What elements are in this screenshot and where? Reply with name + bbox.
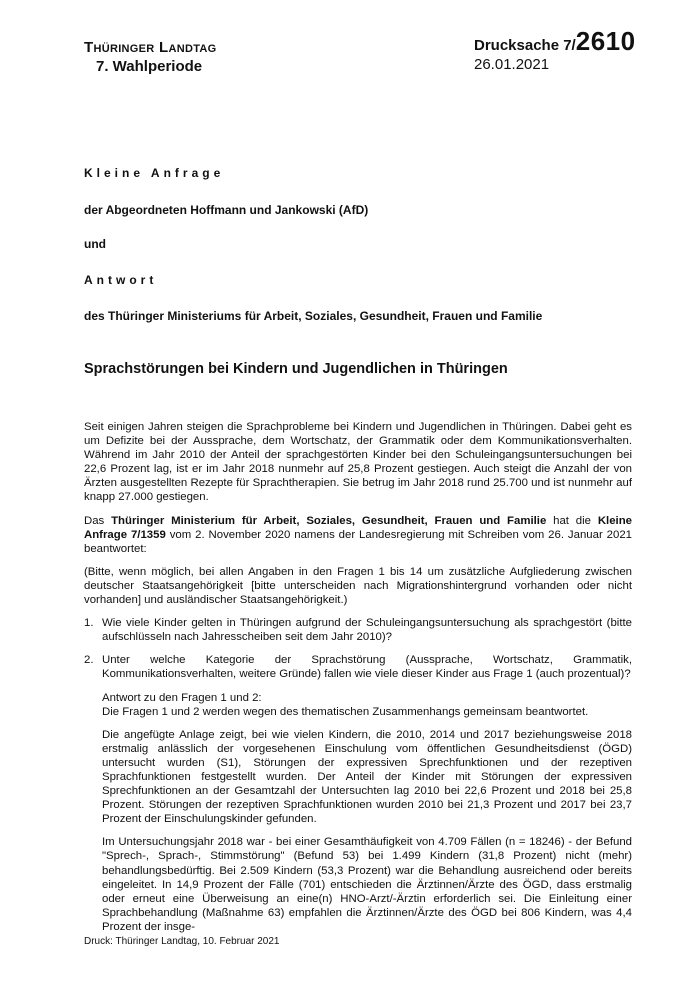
request-authors: der Abgeordneten Hoffmann und Jankowski (AfD) [84,203,369,217]
header-right [474,26,636,74]
answer-paragraph: Im Untersuchungsjahr 2018 war - bei einer Gesamthäufigkeit von 4.709 Fällen (n = 18246) - der Befund "Sprech-, Sprach-, Stimmstörung" (Befund 53) bei 1.499 Kindern (31,8 Prozent) nicht (mehr) behandlungsbedürftig. Bei 2.509 Kindern (53,3 Prozent) war die Behandlung ausreichend oder bereits eingeleitet. In 14,9 Prozent der Fälle (701) entschieden die Ärztinnen/Ärzte des ÖGD, dass erstmalig oder erneut eine Überweisung an eine(n) HNO-Arzt/-Ärztin erforderlich sei. Die Einleitung einer Sprachbehandlung (Maßnahme 63) empfahlen die Ärztinnen/Ärzte des ÖGD bei 806 Kindern, was 4,4 Prozent der insge- [102,836,632,933]
document-title: Sprachstörungen bei Kindern und Jugendlichen in Thüringen [84,361,508,377]
answer-heading: Antwort zu den Fragen 1 und 2: Die Fragen 1 und 2 werden wegen des thematischen Zusammenhangs gemeinsam beantwortet. [102,691,589,718]
answer-section [102,691,632,935]
conjunction: und [84,237,106,251]
parliament-name: Thüringer Landtag [84,39,217,56]
legislative-period: 7. Wahlperiode [96,58,203,75]
question-text: Wie viele Kinder gelten in Thüringen aufgrund der Schuleingangsuntersuchung als sprachgestört (bitte aufschlüsseln nach Jahresscheiben seit dem Jahr 2010)? [102,617,632,644]
question-text: Unter welche Kategorie der Sprachstörung (Aussprache, Wortschatz, Grammatik, Kommunikationsverhalten, weitere Gründe) fallen wie viele dieser Kinder aus Frage 1 (auch prozentual)? [102,654,632,681]
answer-paragraph: Die angefügte Anlage zeigt, bei wie vielen Kindern, die 2010, 2014 und 2017 beziehungsweise 2018 erstmalig anlässlich der vorgesehenen Einschulung vom öffentlichen Gesundheitsdienst (ÖGD) untersucht wurden (S1), Störungen der expressiven Sprechfunktionen und der rezeptiven Sprachfunktionen festgestellt wurden. Der Anteil der Kinder mit Störungen der expressiven Sprechfunktionen an der Gesamtzahl der Untersuchten lag 2010 bei 22,6 Prozent und 2018 bei 25,8 Prozent. Störungen der rezeptiven Sprachfunktionen wurden 2010 bei 21,3 Prozent und 2017 bei 23,7 Prozent der Einschulungskinder gefunden. [102,728,632,826]
print-footer: Druck: Thüringer Landtag, 10. Februar 2021 [84,936,280,947]
answer-statement: Das Thüringer Ministerium für Arbeit, Soziales, Gesundheit, Frauen und Familie hat die Kleine Anfrage 7/1359 vom 2. November 2020 namens der Landesregierung mit Schreiben vom 26. Januar 2021 beantwortet: [84,514,633,555]
question-2 [84,653,632,681]
document-body [84,420,632,943]
intro-paragraph: Seit einigen Jahren steigen die Sprachprobleme bei Kindern und Jugendlichen in Thüringen. Dabei geht es um Defizite bei der Aussprache, dem Wortschatz, der Grammatik oder dem Kommunikationsverhalten. Während im Jahr 2010 der Anteil der sprachgestörten Kinder bei den Schuleingangsuntersuchungen bei 22,6 Prozent lag, ist er im Jahr 2018 nunmehr auf 25,8 Prozent gestiegen. Auch steigt die Anzahl der von Ärzten ausgestellten Rezepte für Sprachtherapien. Sie betrug im Jahr 2018 rund 25.700 und ist nunmehr auf knapp 27.000 gestiegen. [84,421,632,504]
request-type: Kleine Anfrage [84,166,225,180]
header-left [84,38,217,76]
answer-label: Antwort [84,273,158,287]
document-label: Drucksache 7/ [474,37,576,54]
document-date: 26.01.2021 [474,56,550,73]
question-number: 1. [84,617,94,630]
document-number: 2610 [575,26,636,56]
question-number: 2. [84,654,94,667]
question-1 [84,616,632,644]
aggregation-request: (Bitte, wenn möglich, bei allen Angaben in den Fragen 1 bis 14 um zusätzliche Aufgliederung zwischen deutscher Staatsangehörigkeit [bitte unterscheiden nach Migrationshintergrund vorhanden oder nicht vorhanden] und ausländischer Staatsangehörigkeit.) [84,565,632,607]
ministry-name: des Thüringer Ministeriums für Arbeit, Soziales, Gesundheit, Frauen und Familie [84,309,543,323]
